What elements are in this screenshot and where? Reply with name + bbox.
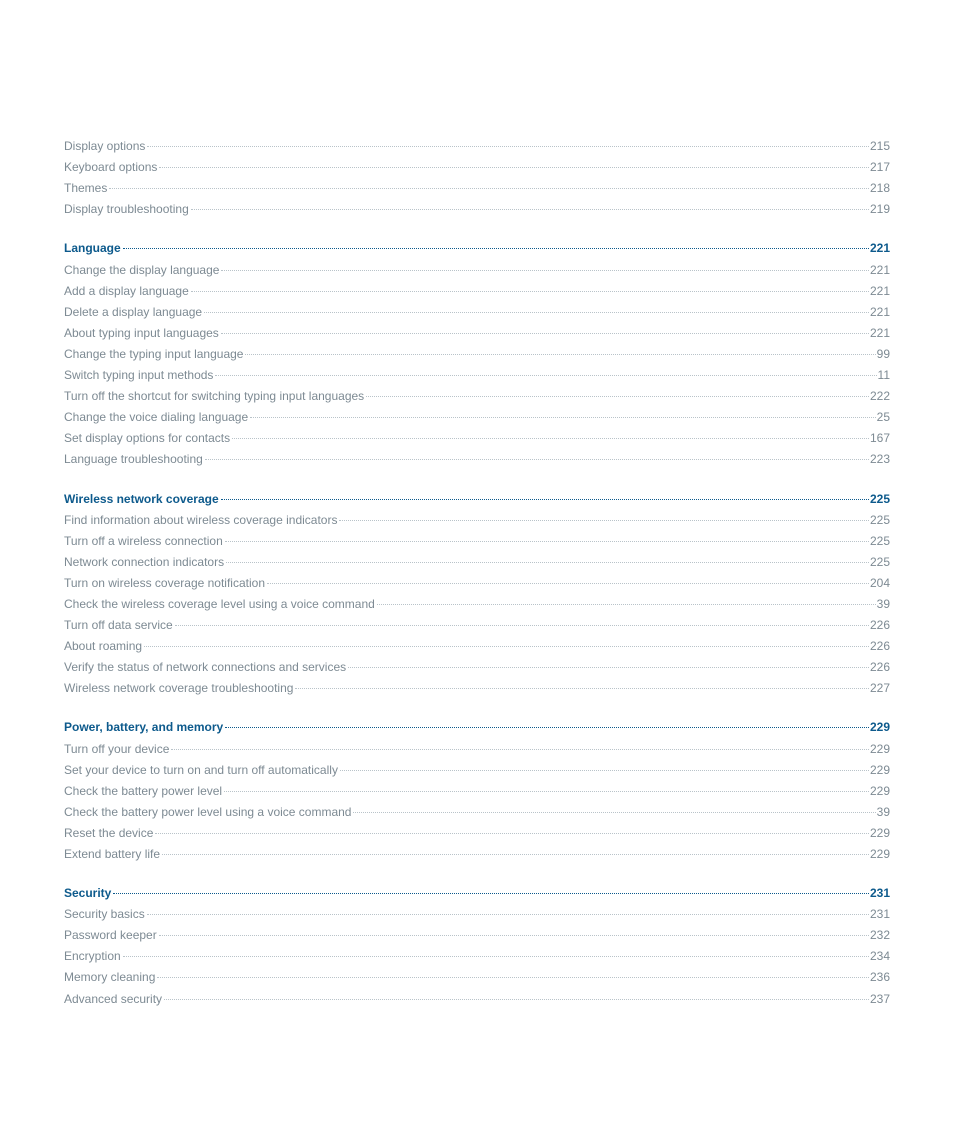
toc-entry-title: Change the typing input language — [64, 346, 244, 361]
toc-entry-title: Language — [64, 241, 121, 256]
toc-entry[interactable] — [64, 777, 890, 798]
dot-leader — [221, 333, 869, 334]
toc-page-number: 229 — [869, 762, 890, 777]
toc-entry[interactable] — [64, 548, 890, 569]
toc-entry-title: Turn off the shortcut for switching typing input languages — [64, 389, 365, 404]
toc-page-number: 237 — [869, 991, 890, 1006]
toc-entry[interactable] — [64, 942, 890, 963]
dot-leader — [267, 583, 869, 584]
dot-leader — [205, 459, 869, 460]
dot-leader — [339, 520, 869, 521]
toc-entry[interactable] — [64, 298, 890, 319]
dot-leader — [353, 812, 875, 813]
toc-entry[interactable] — [64, 277, 890, 298]
toc-page-number: 99 — [876, 346, 890, 361]
toc-page-number: 229 — [869, 741, 890, 756]
toc-page-number: 225 — [869, 491, 890, 506]
toc-entry-title: Encryption — [64, 949, 121, 964]
dot-leader — [225, 727, 869, 728]
toc-page-number: 39 — [876, 804, 890, 819]
dot-leader — [157, 977, 869, 978]
dot-leader — [162, 854, 869, 855]
toc-entry-title: Turn on wireless coverage notification — [64, 575, 265, 590]
toc-page-number: 204 — [869, 575, 890, 590]
toc-page-number: 223 — [869, 452, 890, 467]
toc-page-number: 229 — [869, 720, 890, 735]
toc-entry-title: About typing input languages — [64, 325, 219, 340]
toc-entry-title: Turn off your device — [64, 741, 170, 756]
toc-entry-title: Password keeper — [64, 928, 157, 943]
toc-entry-title: Memory cleaning — [64, 970, 156, 985]
toc-entry[interactable] — [64, 153, 890, 174]
toc-page-number: 234 — [869, 949, 890, 964]
dot-leader — [164, 999, 869, 1000]
toc-entry-title: Change the display language — [64, 262, 220, 277]
toc-page-number: 236 — [869, 970, 890, 985]
dot-leader — [226, 562, 869, 563]
toc-page-number: 215 — [869, 139, 890, 154]
toc-entry[interactable] — [64, 174, 890, 195]
toc-entry[interactable] — [64, 653, 890, 674]
toc-entry[interactable] — [64, 506, 890, 527]
toc-page-number: 218 — [869, 181, 890, 196]
toc-entry-title: Find information about wireless coverage indicators — [64, 512, 338, 527]
toc-page-number: 226 — [869, 618, 890, 633]
toc-entry[interactable] — [64, 840, 890, 861]
toc-entry-title: Language troubleshooting — [64, 452, 203, 467]
dot-leader — [144, 646, 869, 647]
toc-entry[interactable] — [64, 445, 890, 466]
dot-leader — [221, 270, 869, 271]
toc-page-number: 226 — [869, 639, 890, 654]
toc-entry-title: Display options — [64, 139, 146, 154]
dot-leader — [295, 688, 869, 689]
toc-page-number: 229 — [869, 783, 890, 798]
toc-entry-title: Add a display language — [64, 283, 189, 298]
dot-leader — [225, 541, 869, 542]
toc-page-number: 221 — [869, 304, 890, 319]
toc-entry[interactable] — [64, 403, 890, 424]
toc-entry-title: Themes — [64, 181, 108, 196]
toc-entry[interactable] — [64, 611, 890, 632]
table-of-contents — [64, 132, 890, 1006]
toc-entry-title: Set display options for contacts — [64, 431, 231, 446]
toc-page-number: 25 — [876, 410, 890, 425]
toc-page-number: 225 — [869, 554, 890, 569]
toc-page-number: 167 — [869, 431, 890, 446]
toc-entry[interactable] — [64, 921, 890, 942]
toc-page-number: 217 — [869, 160, 890, 175]
toc-page-number: 225 — [869, 512, 890, 527]
dot-leader — [340, 770, 869, 771]
dot-leader — [191, 291, 869, 292]
toc-page-number: 221 — [869, 283, 890, 298]
toc-entry[interactable] — [64, 632, 890, 653]
dot-leader — [113, 893, 869, 894]
dot-leader — [109, 188, 869, 189]
toc-entry-title: Turn off data service — [64, 618, 173, 633]
toc-section-heading[interactable] — [64, 713, 890, 734]
toc-entry[interactable] — [64, 319, 890, 340]
dot-leader — [377, 604, 876, 605]
toc-section-heading[interactable] — [64, 484, 890, 505]
toc-page-number: 221 — [869, 241, 890, 256]
dot-leader — [191, 209, 869, 210]
dot-leader — [175, 625, 869, 626]
toc-entry-title: Display troubleshooting — [64, 202, 189, 217]
dot-leader — [159, 935, 869, 936]
toc-entry-title: Check the wireless coverage level using a voice command — [64, 596, 375, 611]
dot-leader — [250, 417, 875, 418]
toc-entry-title: Turn off a wireless connection — [64, 533, 223, 548]
toc-entry[interactable] — [64, 963, 890, 984]
toc-page-number: 227 — [869, 681, 890, 696]
toc-entry[interactable] — [64, 756, 890, 777]
toc-entry-title: About roaming — [64, 639, 143, 654]
toc-entry-title: Verify the status of network connections and services — [64, 660, 347, 675]
dot-leader — [155, 833, 869, 834]
dot-leader — [147, 146, 869, 147]
toc-entry[interactable] — [64, 132, 890, 153]
toc-page-number: 222 — [869, 389, 890, 404]
toc-page-number: 229 — [869, 847, 890, 861]
toc-section-heading[interactable] — [64, 879, 890, 900]
toc-page-number: 229 — [869, 825, 890, 840]
dot-leader — [123, 248, 869, 249]
toc-page-number: 39 — [876, 596, 890, 611]
toc-entry[interactable] — [64, 798, 890, 819]
toc-entry-title: Extend battery life — [64, 847, 161, 861]
toc-page-number: 231 — [869, 907, 890, 922]
toc-entry-title: Check the battery power level using a voice command — [64, 804, 352, 819]
dot-leader — [224, 791, 869, 792]
toc-page-number: 219 — [869, 202, 890, 217]
toc-entry[interactable] — [64, 255, 890, 276]
toc-entry[interactable] — [64, 527, 890, 548]
dot-leader — [221, 499, 869, 500]
toc-page-number: 231 — [869, 886, 890, 901]
dot-leader — [215, 375, 876, 376]
toc-page-number: 221 — [869, 262, 890, 277]
toc-entry-title: Reset the device — [64, 825, 154, 840]
toc-entry-title: Wireless network coverage — [64, 491, 219, 506]
toc-entry-title: Security basics — [64, 907, 145, 922]
toc-entry[interactable] — [64, 424, 890, 445]
dot-leader — [366, 396, 869, 397]
toc-entry[interactable] — [64, 984, 890, 1005]
toc-entry-title: Check the battery power level — [64, 783, 223, 798]
toc-page-number: 225 — [869, 533, 890, 548]
toc-entry-title: Set your device to turn on and turn off automatically — [64, 762, 338, 777]
toc-entry-title: Change the voice dialing language — [64, 410, 249, 425]
dot-leader — [245, 354, 875, 355]
dot-leader — [204, 312, 869, 313]
toc-page-number: 232 — [869, 928, 890, 943]
dot-leader — [171, 749, 869, 750]
toc-entry-title: Delete a display language — [64, 304, 203, 319]
dot-leader — [123, 956, 869, 957]
toc-entry[interactable] — [64, 569, 890, 590]
toc-entry[interactable] — [64, 900, 890, 921]
dot-leader — [147, 914, 869, 915]
dot-leader — [232, 438, 869, 439]
toc-entry[interactable] — [64, 734, 890, 755]
toc-entry-title: Power, battery, and memory — [64, 720, 224, 735]
toc-entry[interactable] — [64, 590, 890, 611]
toc-section-heading[interactable] — [64, 234, 890, 255]
toc-entry-title: Keyboard options — [64, 160, 158, 175]
toc-entry[interactable] — [64, 819, 890, 840]
toc-page-number: 221 — [869, 325, 890, 340]
dot-leader — [159, 167, 869, 168]
toc-entry[interactable] — [64, 340, 890, 361]
toc-entry[interactable] — [64, 195, 890, 216]
toc-entry-title: Wireless network coverage troubleshooting — [64, 681, 294, 696]
toc-entry-title: Security — [64, 886, 112, 901]
toc-page-number: 226 — [869, 660, 890, 675]
toc-entry-title: Advanced security — [64, 991, 163, 1006]
toc-entry[interactable] — [64, 674, 890, 695]
toc-entry-title: Network connection indicators — [64, 554, 225, 569]
toc-entry[interactable] — [64, 382, 890, 403]
dot-leader — [348, 667, 869, 668]
toc-entry[interactable] — [64, 361, 890, 382]
toc-page-number: 11 — [877, 368, 890, 383]
toc-entry-title: Switch typing input methods — [64, 368, 214, 383]
